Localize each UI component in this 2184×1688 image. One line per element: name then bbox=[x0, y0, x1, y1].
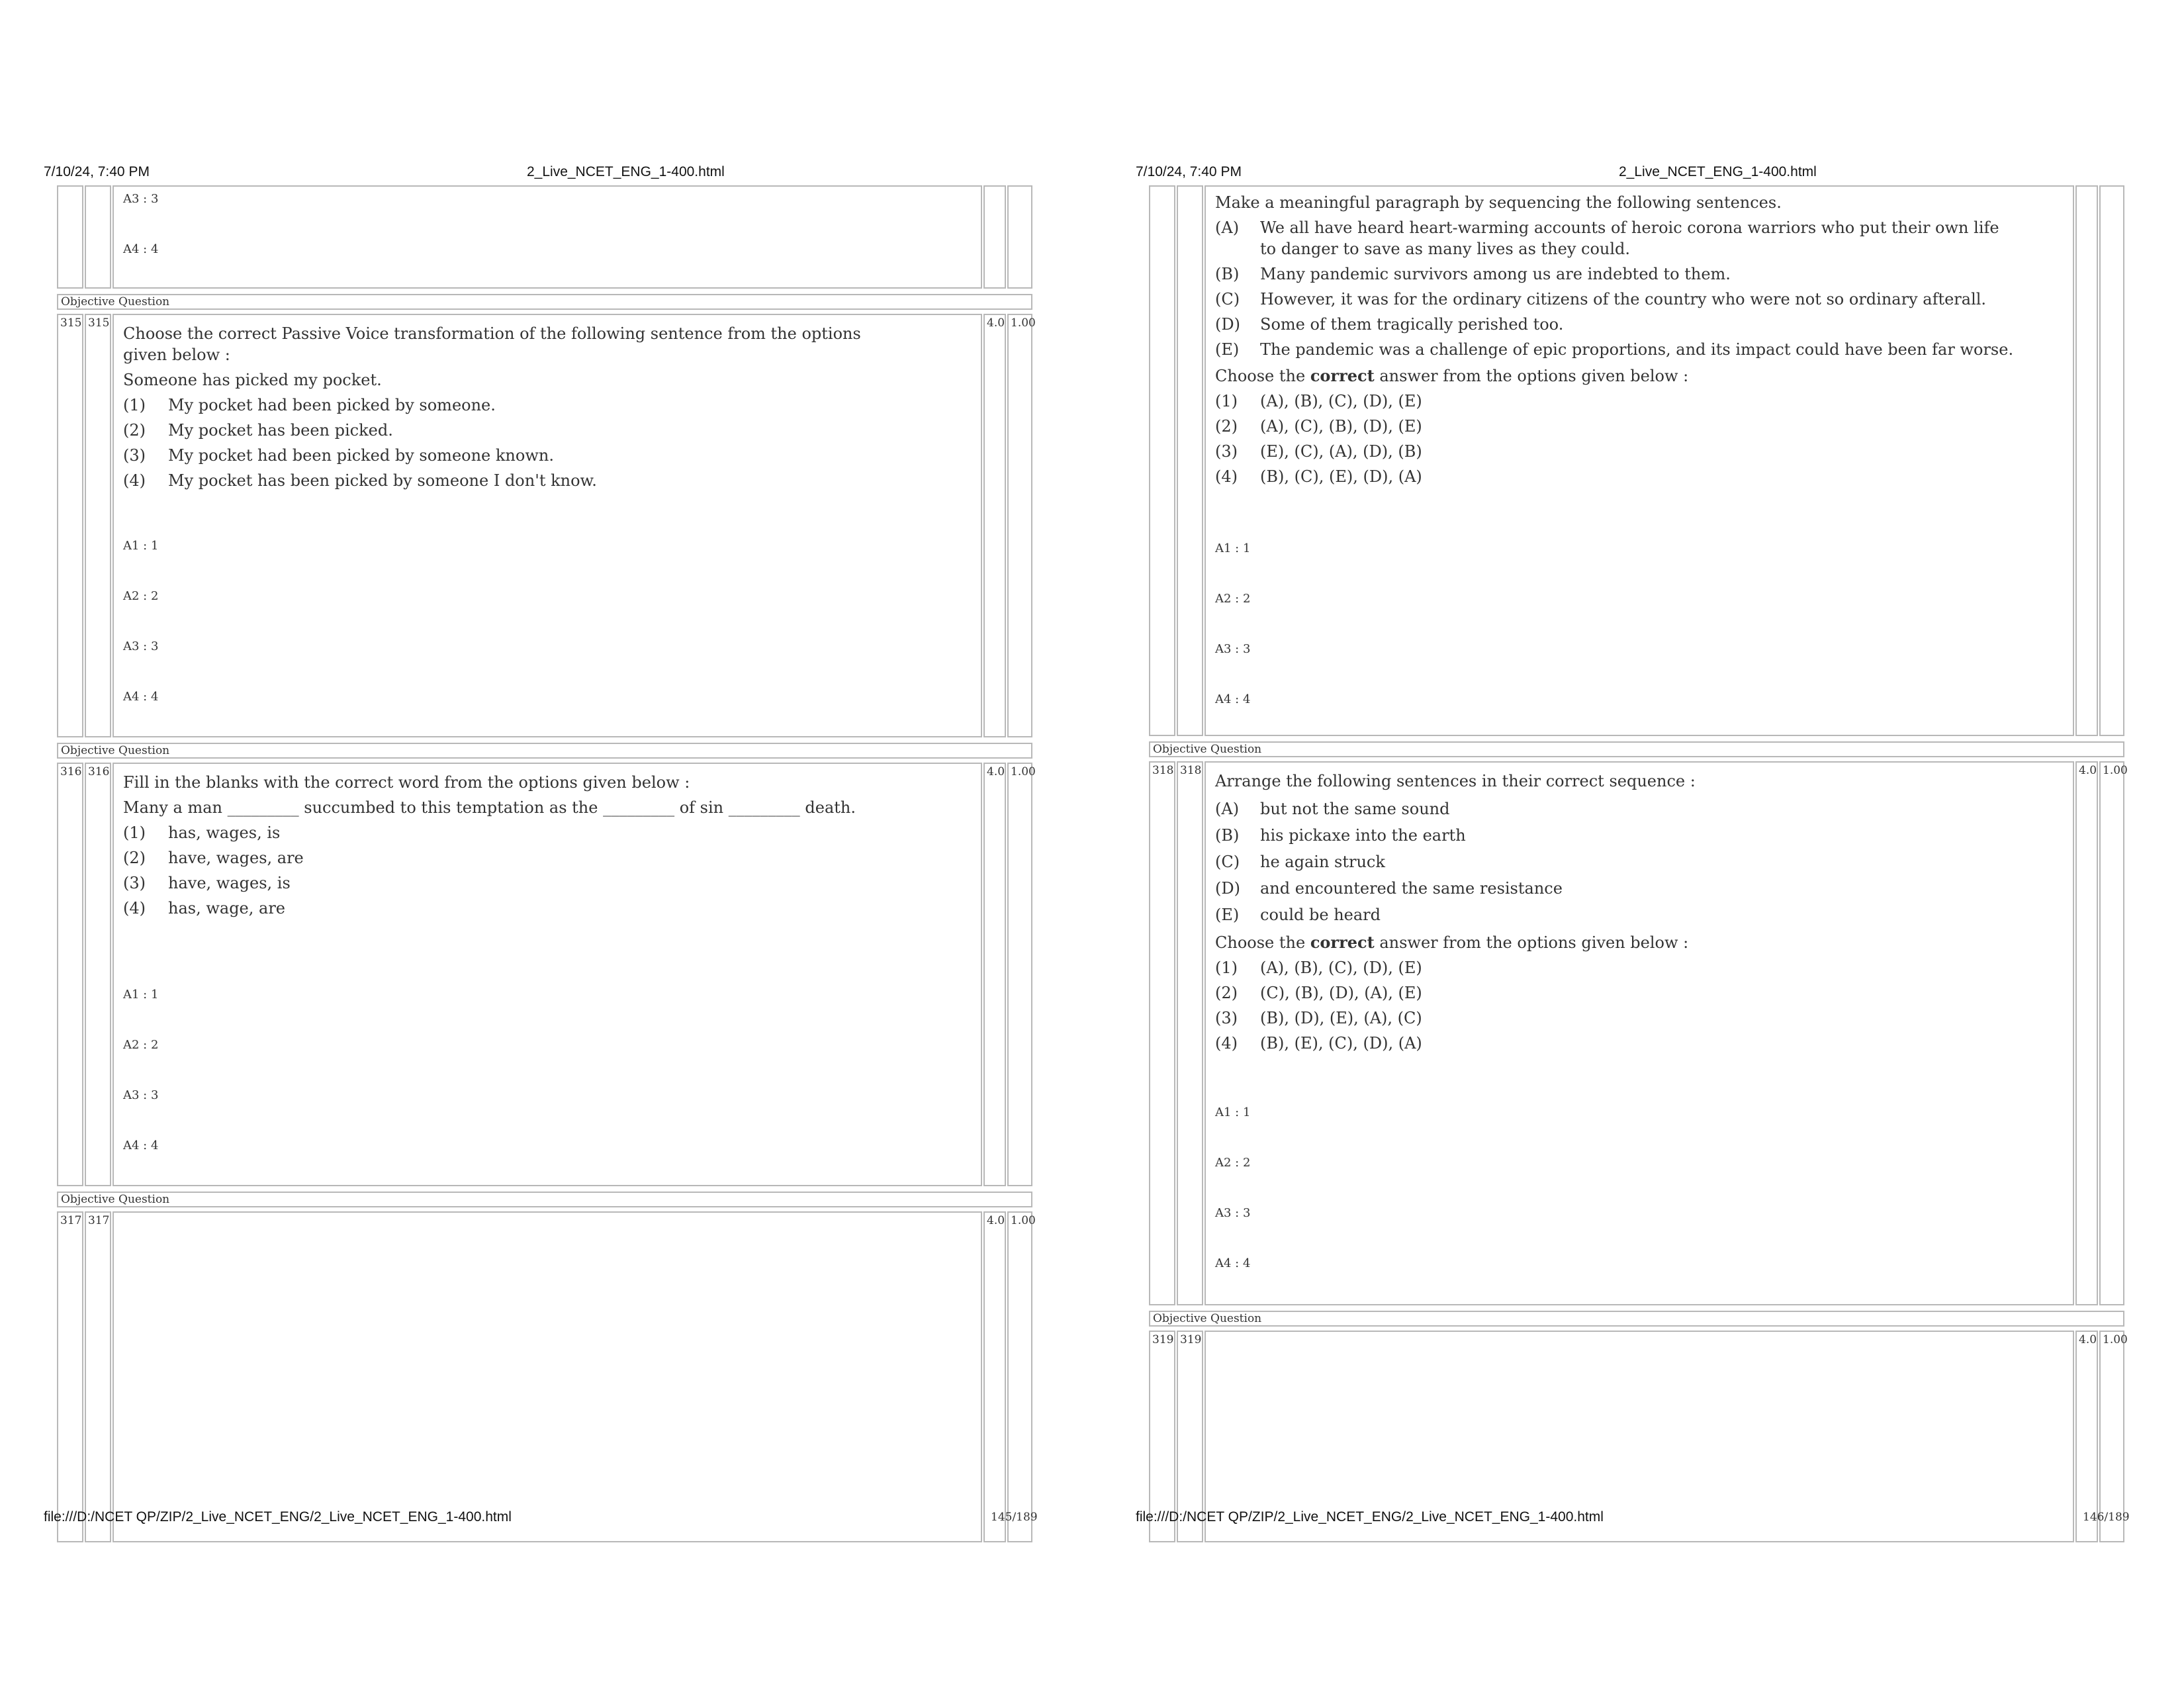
footer-path: file:///D:/NCET QP/ZIP/2_Live_NCET_ENG/2_Live_NCET_ENG_1-400.html bbox=[44, 1509, 512, 1524]
marks: 4.0 bbox=[2075, 761, 2098, 1305]
sentence-item: (E) The pandemic was a challenge of epic proportions, and its impact could have been far worse. bbox=[1215, 340, 2014, 359]
question-table bbox=[57, 189, 1036, 1501]
answer-option: A2 : 2 bbox=[123, 589, 159, 603]
option: (1) has, wages, is bbox=[123, 823, 281, 842]
question-number: 315 bbox=[57, 314, 83, 737]
answer-option: A4 : 4 bbox=[1215, 1256, 1251, 1270]
answer-option: A1 : 1 bbox=[123, 988, 159, 1002]
section-label: Objective Question bbox=[57, 294, 1032, 310]
question-body bbox=[123, 323, 977, 491]
option: (4) has, wage, are bbox=[123, 899, 285, 917]
question-number: 319 bbox=[1149, 1331, 1175, 1542]
question-row-316 bbox=[57, 763, 1036, 1186]
sentence-item: (D) and encountered the same resistance bbox=[1215, 879, 1563, 898]
option: (1) (A), (B), (C), (D), (E) bbox=[1215, 959, 1422, 977]
question-id: 316 bbox=[85, 763, 111, 1186]
option: (1) (A), (B), (C), (D), (E) bbox=[1215, 392, 1422, 410]
answer-option: A1 : 1 bbox=[1215, 541, 1251, 555]
question-row-continued bbox=[57, 185, 1032, 289]
question-body bbox=[1215, 771, 2069, 1054]
sentence-item: (C) he again struck bbox=[1215, 853, 1385, 871]
question-stem: Arrange the following sentences in their correct sequence : bbox=[1215, 772, 1696, 790]
page-number: 146/189 bbox=[2083, 1511, 2130, 1524]
header-title: 2_Live_NCET_ENG_1-400.html bbox=[527, 164, 725, 179]
choose-instruction: Choose the correct answer from the options given below : bbox=[1215, 366, 1689, 385]
question-id: 318 bbox=[1177, 761, 1203, 1305]
question-id: 317 bbox=[85, 1211, 111, 1542]
answer-option: A2 : 2 bbox=[1215, 1156, 1251, 1170]
page-number: 145/189 bbox=[991, 1511, 1038, 1524]
answer-option: A3 : 3 bbox=[123, 1088, 159, 1102]
option: (3) (E), (C), (A), (D), (B) bbox=[1215, 442, 1422, 461]
section-label: Objective Question bbox=[1149, 1311, 2124, 1327]
question-row-317 bbox=[57, 1211, 1036, 1542]
footer-path: file:///D:/NCET QP/ZIP/2_Live_NCET_ENG/2_Live_NCET_ENG_1-400.html bbox=[1136, 1509, 1604, 1524]
answer-option: A4 : 4 bbox=[1215, 692, 1251, 706]
option: (3) (B), (D), (E), (A), (C) bbox=[1215, 1009, 1422, 1027]
negative-marks: 1.00 bbox=[1007, 1211, 1032, 1542]
negative-marks: 1.00 bbox=[1007, 763, 1032, 1186]
answer-option: A2 : 2 bbox=[123, 1038, 159, 1052]
sentence-item: (C) However, it was for the ordinary citizens of the country who were not so ordinary afterall. bbox=[1215, 290, 1987, 308]
sentence-item: (D) Some of them tragically perished too. bbox=[1215, 315, 1564, 334]
question-id: 315 bbox=[85, 314, 111, 737]
option: (2) My pocket has been picked. bbox=[123, 421, 393, 440]
header-datetime: 7/10/24, 7:40 PM bbox=[1136, 164, 1242, 179]
question-sentence: Many a man _________ succumbed to this temptation as the _________ of sin _________ death. bbox=[123, 798, 856, 817]
answer-option: A3 : 3 bbox=[1215, 1206, 1251, 1220]
answer-option: A4 : 4 bbox=[123, 242, 159, 256]
choose-instruction: Choose the correct answer from the options given below : bbox=[1215, 933, 1689, 952]
answer-option: A2 : 2 bbox=[1215, 592, 1251, 606]
header-datetime: 7/10/24, 7:40 PM bbox=[44, 164, 150, 179]
right-page bbox=[1092, 0, 2184, 1688]
option: (3) My pocket had been picked by someone known. bbox=[123, 446, 554, 465]
answer-option: A4 : 4 bbox=[123, 690, 159, 704]
question-number: 318 bbox=[1149, 761, 1175, 1305]
question-row-315 bbox=[57, 314, 1036, 737]
answer-option: A3 : 3 bbox=[1215, 642, 1251, 656]
question-body bbox=[1215, 192, 2069, 487]
question-stem: Make a meaningful paragraph by sequencing the following sentences. bbox=[1215, 193, 1782, 212]
section-label: Objective Question bbox=[57, 1192, 1032, 1207]
question-row-318 bbox=[1149, 761, 2128, 1305]
sentence-item: (A) but not the same sound bbox=[1215, 800, 1450, 818]
marks: 4.0 bbox=[2075, 1331, 2098, 1542]
question-number: 317 bbox=[57, 1211, 83, 1542]
option: (1) My pocket had been picked by someone. bbox=[123, 396, 496, 414]
option: (3) have, wages, is bbox=[123, 874, 291, 892]
header-title: 2_Live_NCET_ENG_1-400.html bbox=[1619, 164, 1817, 179]
answer-option: A1 : 1 bbox=[123, 539, 159, 553]
marks: 4.0 bbox=[983, 1211, 1006, 1542]
option: (4) (B), (E), (C), (D), (A) bbox=[1215, 1034, 1422, 1053]
sentence-item: (A) We all have heard heart-warming accounts of heroic corona warriors who put their own life to danger to save as many lives as they could. bbox=[1215, 218, 1999, 258]
negative-marks: 1.00 bbox=[1007, 314, 1032, 737]
marks: 4.0 bbox=[983, 763, 1006, 1186]
sentence-item: (E) could be heard bbox=[1215, 906, 1381, 924]
option: (4) My pocket has been picked by someone I don't know. bbox=[123, 471, 597, 490]
option: (2) have, wages, are bbox=[123, 849, 304, 867]
sentence-item: (B) Many pandemic survivors among us are indebted to them. bbox=[1215, 265, 1731, 283]
question-table bbox=[1149, 189, 2128, 1501]
question-number: 316 bbox=[57, 763, 83, 1186]
answer-option: A1 : 1 bbox=[1215, 1105, 1251, 1119]
question-body bbox=[123, 772, 977, 919]
option: (2) (C), (B), (D), (A), (E) bbox=[1215, 984, 1422, 1002]
question-stem: Fill in the blanks with the correct word from the options given below : bbox=[123, 773, 690, 792]
marks: 4.0 bbox=[983, 314, 1006, 737]
question-stem: Choose the correct Passive Voice transformation of the following sentence from the options given below : bbox=[123, 324, 861, 364]
answer-option: A4 : 4 bbox=[123, 1139, 159, 1152]
question-id: 319 bbox=[1177, 1331, 1203, 1542]
sentence-item: (B) his pickaxe into the earth bbox=[1215, 826, 1466, 845]
section-label: Objective Question bbox=[57, 743, 1032, 759]
answer-option: A3 : 3 bbox=[123, 639, 159, 653]
option: (2) (A), (C), (B), (D), (E) bbox=[1215, 417, 1422, 436]
section-label: Objective Question bbox=[1149, 741, 2124, 757]
negative-marks: 1.00 bbox=[2099, 761, 2124, 1305]
negative-marks: 1.00 bbox=[2099, 1331, 2124, 1542]
answer-option: A3 : 3 bbox=[123, 192, 159, 206]
option: (4) (B), (C), (E), (D), (A) bbox=[1215, 467, 1422, 486]
question-sentence: Someone has picked my pocket. bbox=[123, 371, 382, 389]
question-row-317-continued bbox=[1149, 185, 2124, 736]
